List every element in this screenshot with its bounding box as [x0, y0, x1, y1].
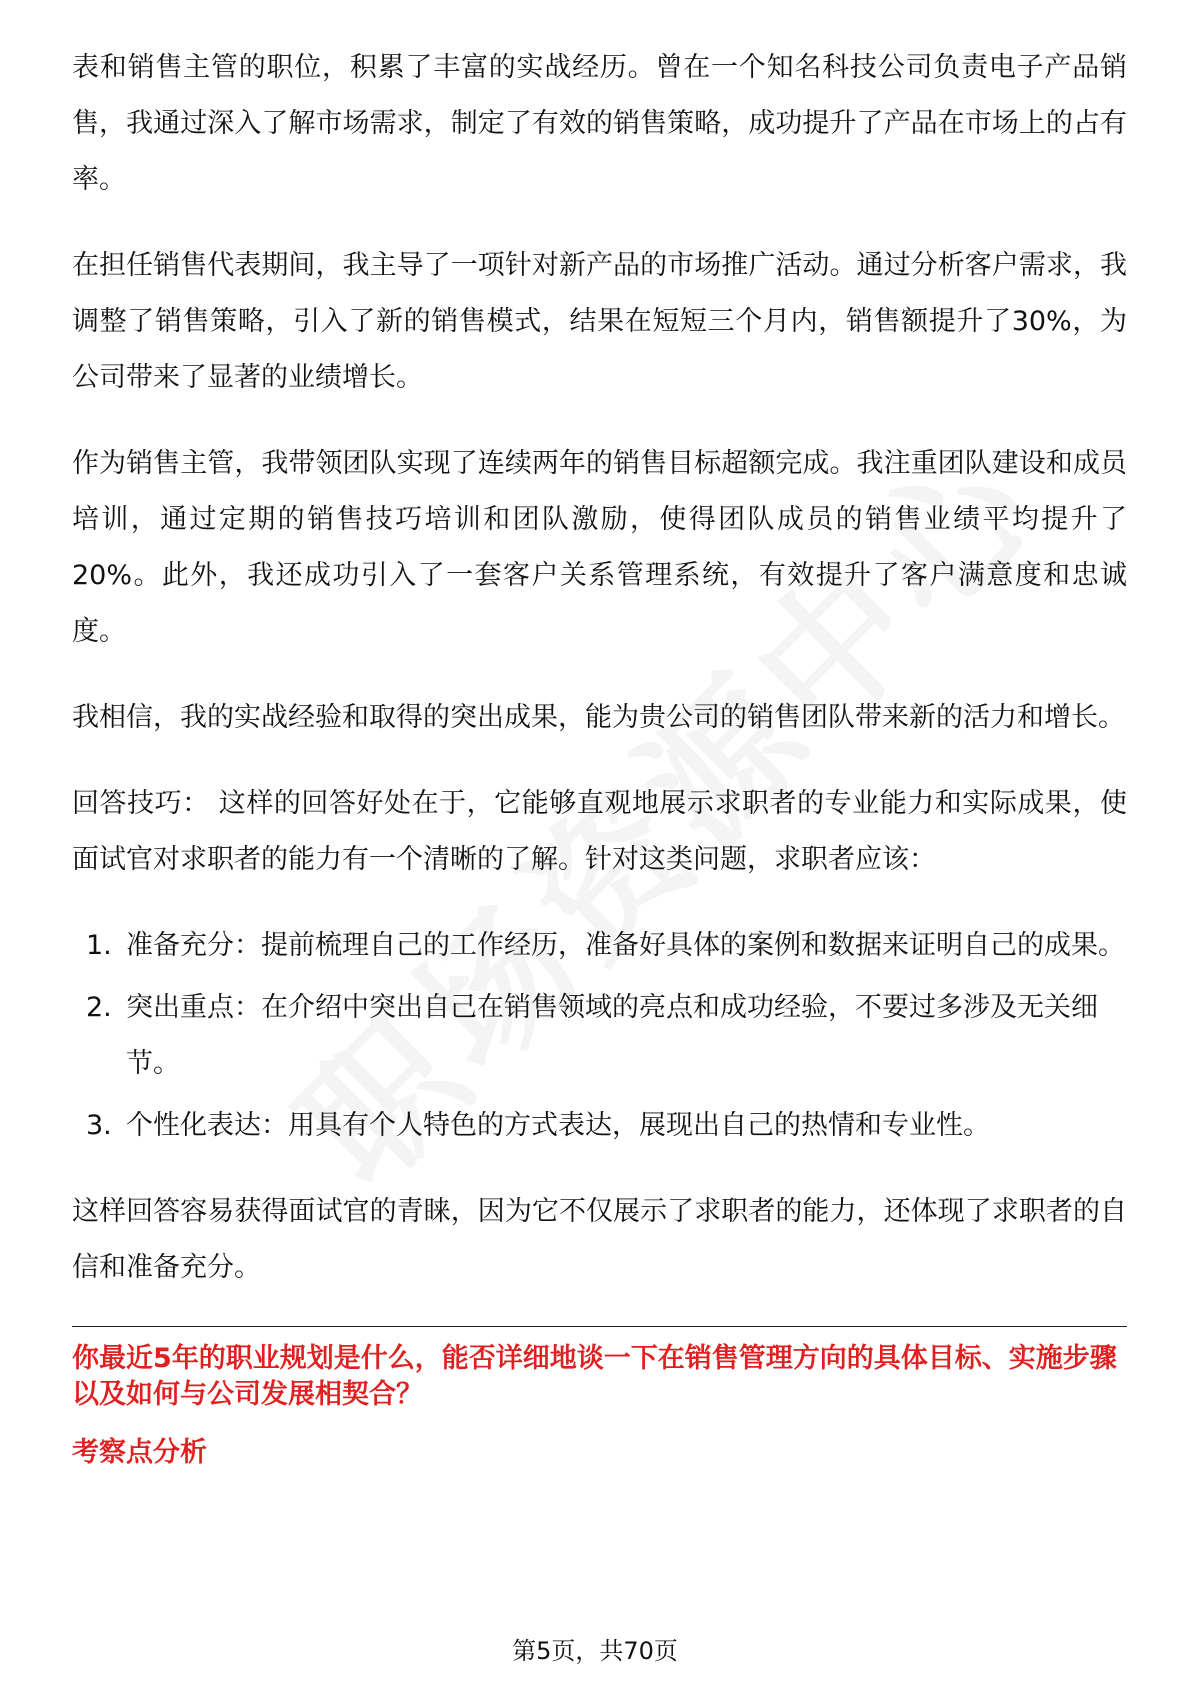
list-item-number: 1. — [86, 930, 112, 961]
paragraph-experience: 表和销售主管的职位，积累了丰富的实战经历。曾在一个知名科技公司负责电子产品销售，我通过深入了解市场需求，制定了有效的销售策略，成功提升了产品在市场上的占有率。 — [72, 52, 1127, 195]
paragraph-conclusion: 我相信，我的实战经验和取得的突出成果，能为贵公司的销售团队带来新的活力和增长。 — [72, 702, 1125, 733]
document-page — [72, 40, 1127, 1471]
paragraph-answer-tips: 回答技巧： 这样的回答好处在于，它能够直观地展示求职者的专业能力和实际成果，使面试官对求职者的能力有一个清晰的了解。针对这类问题，求职者应该： — [72, 788, 1127, 875]
page-footer: 第5页，共70页 — [512, 1637, 678, 1665]
list-item-number: 3. — [86, 1110, 112, 1141]
list-item-text: 准备充分：提前梳理自己的工作经历，准备好具体的案例和数据来证明自己的成果。 — [126, 930, 1125, 961]
paragraph-sales-manager: 作为销售主管，我带领团队实现了连续两年的销售目标超额完成。我注重团队建设和成员培训，通过定期的销售技巧培训和团队激励，使得团队成员的销售业绩平均提升了20%。此外，我还成功引入了一套客户关系管理系统，有效提升了客户满意度和忠诚度。 — [72, 448, 1127, 647]
list-item-text: 突出重点：在介绍中突出自己在销售领域的亮点和成功经验，不要过多涉及无关细节。 — [126, 992, 1098, 1079]
tips-list — [72, 918, 1127, 1154]
paragraph-closing: 这样回答容易获得面试官的青睐，因为它不仅展示了求职者的能力，还体现了求职者的自信和准备充分。 — [72, 1196, 1127, 1283]
list-item — [72, 918, 1127, 974]
list-item — [72, 980, 1127, 1092]
section-title: 考察点分析 — [72, 1437, 207, 1468]
list-item-text: 个性化表达：用具有个人特色的方式表达，展现出自己的热情和专业性。 — [126, 1110, 990, 1141]
list-item — [72, 1098, 1127, 1154]
section-divider — [72, 1326, 1127, 1327]
paragraph-sales-rep: 在担任销售代表期间，我主导了一项针对新产品的市场推广活动。通过分析客户需求，我调整了销售策略，引入了新的销售模式，结果在短短三个月内，销售额提升了30%，为公司带来了显著的业绩增长。 — [72, 250, 1127, 393]
interview-question: 你最近5年的职业规划是什么，能否详细地谈一下在销售管理方向的具体目标、实施步骤以及如何与公司发展相契合？ — [72, 1343, 1117, 1410]
list-item-number: 2. — [86, 992, 112, 1023]
